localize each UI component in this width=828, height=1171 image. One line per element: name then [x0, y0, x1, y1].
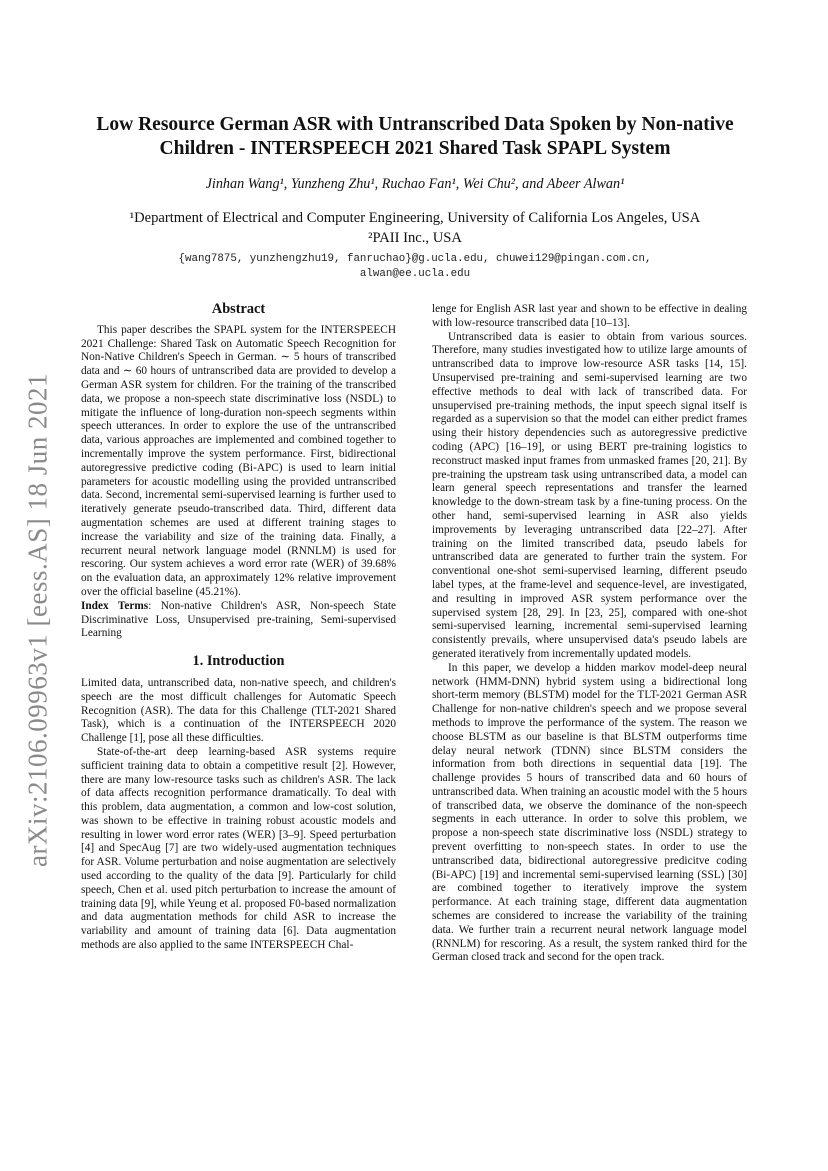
emails-line-1: {wang7875, yunzhengzhu19, fanruchao}@g.ucla.edu, chuwei129@pingan.com.cn, [178, 253, 652, 265]
intro-paragraph-2: State-of-the-art deep learning-based ASR systems require sufficient training data to obtain a competitive result [2]. However, there are many low-resource tasks such as children's ASR. The lack of data affects recognition performance dramatically. To deal with this problem, data augmentation, a common and low-cost solution, was shown to be effective in training robust acoustic models and resulting in lower word error rates (WER) [3–9]. Speed perturbation [4] and SpecAug [7] are two widely-used augmentation techniques for ASR. Volume perturbation and noise augmentation are selectively used according to the quality of the data [9]. Particularly for child speech, Chen et al. used pitch perturbation to increase the amount of training data [9], while Yeung et al. proposed F0-based normalization and data augmentation methods for child ASR to increase the variability and amount of training data [6]. Data augmentation methods are also applied to the same INTERSPEECH Chal- [81, 745, 396, 952]
author-list: Jinhan Wang¹, Yunzheng Zhu¹, Ruchao Fan¹, Wei Chu², and Abeer Alwan¹ [205, 176, 625, 192]
abstract-text: This paper describes the SPAPL system for the INTERSPEECH 2021 Challenge: Shared Task on Automatic Speech Recognition for Non-Native Children's Speech in German. ∼ 5 hours of transcribed data and ∼ 60 hours of untranscribed data are provided to develop a German ASR system for children. For the training of the transcribed data, we propose a non-speech state discriminative loss (NSDL) to mitigate the influence of long-duration non-speech segments within speech utterances. In order to explore the use of the untranscribed data, various approaches are implemented and combined together to incrementally improve the system performance. First, bidirectional autoregressive predictive coding (Bi-APC) is used to learn initial parameters for acoustic modelling using the provided untranscribed data. Second, incremental semi-supervised learning is further used to iteratively generate pseudo-transcribed data. Third, different data augmentation schemes are used at different training stages to increase the variability and size of the training data. Finally, a recurrent neural network language model (RNNLM) is used for rescoring. Our system achieves a word error rate (WER) of 39.68% on the evaluation data, an approximately 12% relative improvement over the official baseline (45.21%). [81, 323, 396, 598]
introduction-heading: 1. Introduction [192, 653, 285, 670]
arxiv-sidebar [18, 360, 58, 880]
author-emails [80, 252, 750, 282]
title-line-1: Low Resource German ASR with Untranscribed Data Spoken by Non-native [96, 114, 734, 135]
arxiv-identifier: arXiv:2106.09963v1 [eess.AS] 18 Jun 2021 [22, 373, 53, 867]
affiliations [80, 208, 750, 248]
title-line-2: Children - INTERSPEECH 2021 Shared Task SPAPL System [159, 138, 671, 159]
affiliation-2: ²PAII Inc., USA [368, 230, 462, 246]
intro-paragraph-4: In this paper, we develop a hidden markov model-deep neural network (HMM-DNN) hybrid system using a bidirectional long short-term memory (BLSTM) model for the TLT-2021 German ASR Challenge for non-native children's speech and we propose several methods to improve the performance of the system. The reason we choose BLSTM as our baseline is that BLSTM outperforms time delay neural network (TDNN) since BLSTM considers the information from both directions in sequential data [19]. The challenge provides 5 hours of transcribed data and 60 hours of untranscribed data. When training an acoustic model with the 5 hours of transcribed data, we observe the dominance of the non-speech segments in each utterance. In order to solve this problem, we propose a non-speech state discriminative loss (NSDL) strategy to prevent overfitting to non-speech states. In order to use the untranscribed data, bidirectional autoregressive predicitve coding (Bi-APC) [19] and incremental semi-supervised learning (SSL) [30] are combined together to iteratively improve the system performance. At each training stage, different data augmentation schemes are considered to increase the variability of the training data. We further train a recurrent neural network language model (RNNLM) for rescoring. As a result, the system ranked third for the German closed track and second for the open track. [432, 661, 747, 964]
paper-title [80, 113, 750, 161]
intro-paragraph-2-continued: lenge for English ASR last year and shown to be effective in dealing with low-resource transcribed data [10–13]. [432, 303, 747, 329]
abstract-heading: Abstract [211, 301, 266, 317]
index-terms-label: Index Terms [81, 599, 149, 612]
index-terms [81, 600, 396, 641]
intro-paragraph-1: Limited data, untranscribed data, non-native speech, and children's speech are the most difficult challenges for Automatic Speech Recognition (ASR). The data for this Challenge (TLT-2021 Shared Task), which is a continuation of the INTERSPEECH 2020 Challenge [1], pose all these difficulties. [81, 676, 396, 745]
affiliation-1: ¹Department of Electrical and Computer Engineering, University of California Los Angeles, USA [129, 210, 701, 226]
intro-paragraph-3: Untranscribed data is easier to obtain from various sources. Therefore, many studies investigated how to utilize large amounts of untranscribed data to improve low-resource ASR tasks [14, 15]. Unsupervised pre-training and semi-supervised learning are two effective methods to deal with lack of transcribed data. For unsupervised pre-training methods, the input speech signal itself is regarded as a supervision so that the model can either predict frames using their history dependencies such as autoregressive predictive coding (APC) [16–19], or using BERT pre-training logistics to reconstruct masked input frames from unmasked frames [20, 21]. By pre-training the upstream task using untranscribed data, a model can learn general speech representations and transfer the learned knowledge to the down-stream task by a fine-tuning process. On the other hand, semi-supervised learning in ASR also yields improvements by leveraging untranscribed data [22–27]. After training on the limited transcribed data, pseudo labels for untranscribed data are generated to further train the system. For conventional one-shot semi-supervised learning, different pseudo label types, at the frame-level and sequence-level, are investigated, and resulting in improved ASR system performance over the supervised system [28, 29]. In [23, 25], compared with one-shot semi-supervised learning, incremental semi-supervised learning consistently prevails, where unsupervised data's pseudo labels are generated iteratively from incrementally updated models. [432, 330, 747, 660]
index-terms-text: : Non-native Children's ASR, Non-speech State Discriminative Loss, Unsupervised pre-training, Semi-supervised Learning [81, 599, 396, 640]
emails-line-2: alwan@ee.ucla.edu [359, 268, 471, 280]
left-column [81, 303, 396, 953]
right-column [432, 303, 747, 965]
